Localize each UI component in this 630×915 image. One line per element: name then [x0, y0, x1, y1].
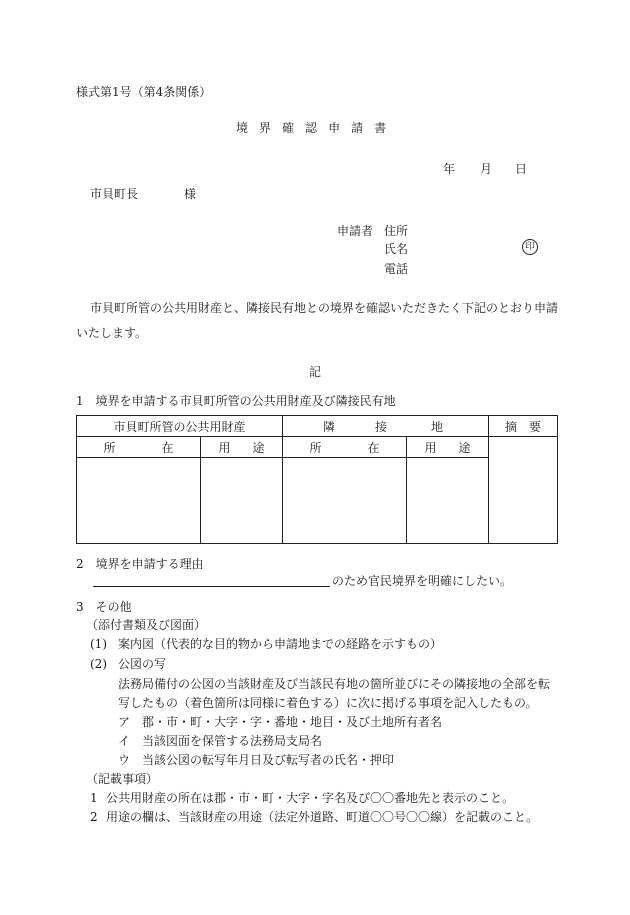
item2-text: 公図の写 [118, 657, 167, 671]
adjacent-use-header [407, 437, 489, 458]
remarks-header [489, 416, 558, 437]
title-char: 請 [351, 121, 364, 135]
seal-mark: 印 [522, 239, 538, 255]
location-cell[interactable] [77, 458, 201, 544]
title-char: 認 [305, 121, 318, 135]
location-char: 在 [161, 440, 174, 455]
adjacent-location-header [283, 437, 407, 458]
item2-number: (2) [90, 657, 107, 671]
item1-text: 案内図（代表的な目的物から申請地までの経路を示すもの） [118, 637, 443, 651]
addressee-name: 市貝町長 [90, 187, 139, 201]
date-month: 月 [480, 162, 493, 176]
use-header [201, 437, 283, 458]
subitem-mark: イ [118, 734, 131, 748]
date-year: 年 [443, 162, 456, 176]
note-text: 用途の欄は、当該財産の用途（法定外道路、町道〇〇号〇〇線）を記載のこと。 [106, 810, 539, 824]
use-char: 途 [252, 440, 265, 455]
subitem-mark: ウ [118, 753, 131, 767]
title-char: 申 [328, 121, 341, 135]
title-char: 確 [282, 121, 295, 135]
adjacent-use-cell[interactable] [407, 458, 489, 544]
remarks-char: 要 [529, 419, 542, 434]
use-char: 用 [218, 440, 231, 455]
adjacent-land-header [283, 416, 489, 437]
applicant-phone-label: 電話 [384, 262, 409, 276]
subitem-text: 当該図面を保管する法務局支局名 [142, 734, 323, 748]
section3-heading: 3 その他 [76, 600, 132, 614]
attachments-heading: （添付書類及び図面） [86, 618, 207, 632]
reason-suffix: のため官民境界を明確にしたい。 [332, 574, 513, 588]
adjacent-location-cell[interactable] [283, 458, 407, 544]
form-label: 様式第1号（第4条関係） [76, 85, 212, 99]
note-number: 1 [90, 791, 98, 805]
use-char: 用 [424, 440, 437, 455]
adjacent-char: 隣 [323, 419, 336, 434]
notes-heading: （記載事項） [86, 772, 159, 786]
adjacent-char: 地 [431, 419, 444, 434]
section1-heading: 1 境界を申請する市貝町所管の公共用財産及び隣接民有地 [76, 394, 396, 408]
applicant-name-label: 氏名 [384, 242, 409, 256]
subitem-text: 郡・市・町・大字・字・番地・地目・及び土地所有者名 [142, 715, 443, 729]
applicant-label: 申請者 [337, 224, 374, 238]
body-text-line1: 市貝町所管の公共用財産と、隣接民有地との境界を確認いただきたく下記のとおり申請 [90, 301, 559, 315]
reason-input-line[interactable] [93, 586, 330, 587]
title-char: 書 [374, 121, 387, 135]
addressee-honorific: 様 [184, 187, 197, 201]
adjacent-char: 接 [375, 419, 388, 434]
item2-desc-line2: 写したもの（着色箇所は同様に着色する）に次に掲げる事項を記入したもの。 [118, 696, 538, 710]
subitem-text: 当該公図の転写年月日及び転写者の氏名・押印 [142, 753, 395, 767]
subitem-mark: ア [118, 715, 131, 729]
ki-heading: 記 [309, 365, 322, 379]
title-char: 界 [259, 121, 272, 135]
note-number: 2 [90, 810, 98, 824]
use-char: 途 [458, 440, 471, 455]
location-char: 在 [367, 440, 380, 455]
document-title [236, 120, 397, 136]
location-header [77, 437, 201, 458]
remarks-cell[interactable] [489, 437, 558, 544]
title-char: 境 [236, 121, 249, 135]
remarks-char: 摘 [505, 419, 518, 434]
body-text-line2: いたします。 [76, 326, 148, 340]
item1-number: (1) [90, 637, 107, 651]
applicant-address-label: 住所 [384, 224, 409, 238]
public-property-header: 市貝町所管の公共用財産 [77, 416, 283, 437]
property-table [76, 415, 558, 544]
location-char: 所 [103, 440, 116, 455]
use-cell[interactable] [201, 458, 283, 544]
note-text: 公共用財産の所在は郡・市・町・大字・字名及び〇〇番地先と表示のこと。 [106, 791, 515, 805]
date-day: 日 [515, 162, 528, 176]
item2-desc-line1: 法務局備付の公図の当該財産及び当該民有地の箇所並びにその隣接地の全部を転 [118, 677, 551, 691]
section2-heading: 2 境界を申請する理由 [76, 557, 204, 571]
location-char: 所 [309, 440, 322, 455]
